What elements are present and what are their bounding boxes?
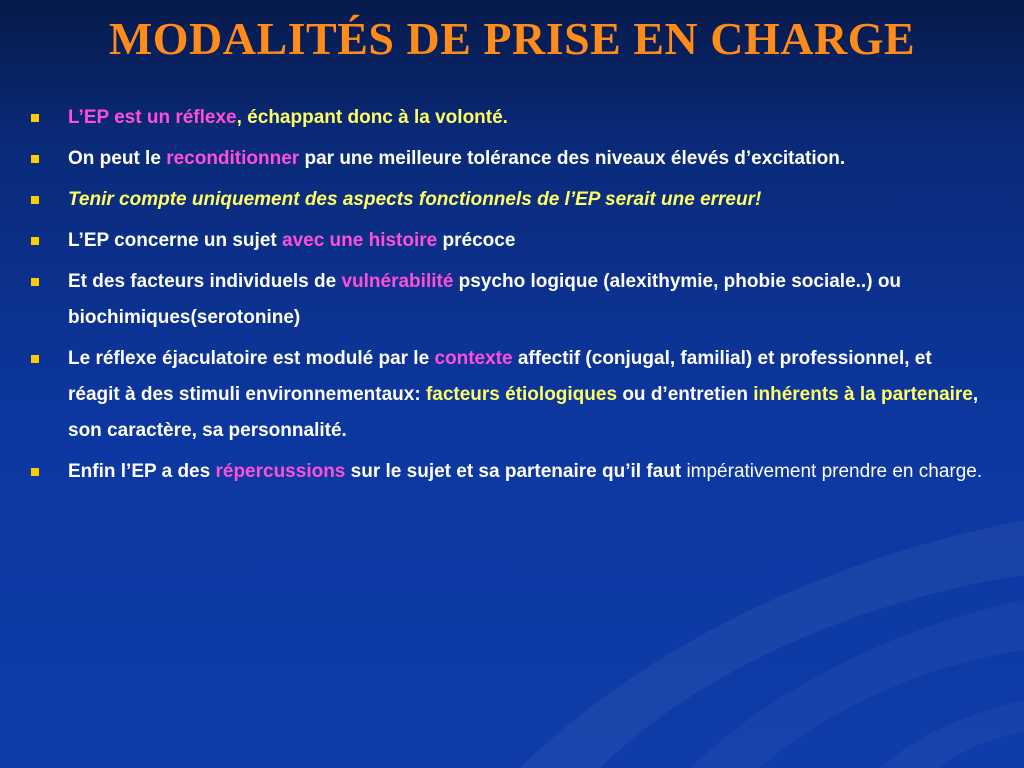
bullet-text-segment: vulnérabilité — [341, 271, 454, 292]
bullet-item — [28, 182, 988, 218]
bullet-square-icon — [31, 468, 39, 476]
bullet-square-icon — [31, 196, 39, 204]
bullet-text-segment: facteurs étiologiques — [425, 384, 618, 405]
bullet-list — [28, 100, 988, 495]
bullet-text-segment: psycho logique (alexithymie, phobie sociale..) ou biochimiques(serotonine) — [68, 271, 902, 328]
bullet-text-segment: L’EP concerne un sujet — [68, 230, 282, 251]
bullet-item — [28, 141, 988, 177]
bullet-text-segment: , échappant donc à la volonté. — [236, 107, 508, 128]
bullet-square-icon — [31, 114, 39, 122]
bullet-text-segment: ou d’entretien — [617, 384, 754, 405]
bullet-square-icon — [31, 355, 39, 363]
bullet-text-segment: reconditionner — [166, 148, 300, 169]
bullet-item — [28, 264, 988, 336]
bullet-text-segment: avec une histoire — [282, 230, 438, 251]
bullet-text-segment: On peut le — [68, 148, 167, 169]
bullet-text-segment: contexte — [434, 348, 513, 369]
bullet-text-segment: Tenir compte uniquement des aspects fonctionnels de l’EP serait une erreur! — [68, 189, 762, 210]
bullet-item — [28, 223, 988, 259]
slide-title: MODALITÉS DE PRISE EN CHARGE — [108, 13, 916, 64]
bullet-text-segment: Le réflexe éjaculatoire est modulé par le — [68, 348, 435, 369]
bullet-text-segment: , son caractère, sa personnalité. — [68, 384, 979, 441]
bullet-text-segment: par une meilleure tolérance des niveaux élevés d’excitation. — [299, 148, 846, 169]
bullet-square-icon — [31, 155, 39, 163]
bullet-text-segment: précoce — [437, 230, 516, 251]
bullet-text-segment: Et des facteurs individuels de — [68, 271, 342, 292]
bullet-item — [28, 100, 988, 136]
bullet-text-segment: inhérents à la partenaire — [753, 384, 973, 405]
bullet-text-segment: répercussions — [215, 461, 346, 482]
bullet-text-segment: impérativement prendre en charge. — [686, 461, 983, 482]
bullet-text-segment: Enfin l’EP a des — [68, 461, 216, 482]
bullet-item — [28, 454, 988, 490]
bullet-text-segment: L’EP est un réflexe — [68, 107, 237, 128]
bullet-square-icon — [31, 278, 39, 286]
bullet-text-segment: sur le sujet et sa partenaire qu’il faut — [345, 461, 687, 482]
bullet-text-segment: affectif (conjugal, familial) et professionnel, et réagit à des stimuli environnementaux: — [68, 348, 932, 405]
bullet-square-icon — [31, 237, 39, 245]
bullet-item — [28, 341, 988, 449]
